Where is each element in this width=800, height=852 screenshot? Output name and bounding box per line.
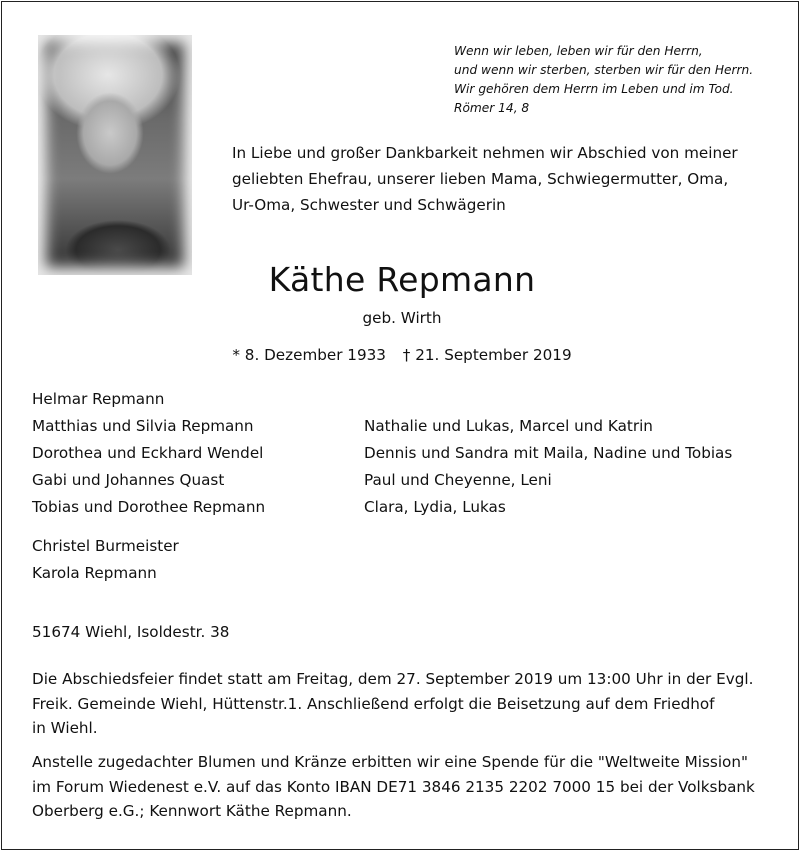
ceremony-line: in Wiehl. [32, 719, 98, 737]
list-item: Christel Burmeister [32, 537, 179, 555]
list-item: Matthias und Silvia Repmann [32, 417, 254, 435]
list-item: Paul und Cheyenne, Leni [364, 471, 552, 489]
donation-info [32, 750, 782, 824]
list-item: Nathalie und Lukas, Marcel und Katrin [364, 417, 653, 435]
verse-reference: Römer 14, 8 [454, 101, 530, 115]
ceremony-line: Die Abschiedsfeier findet statt am Freitag, dem 27. September 2019 um 13:00 Uhr in der Evgl. [32, 670, 754, 688]
list-item: Tobias und Dorothee Repmann [32, 498, 266, 516]
verse-line: Wir gehören dem Herrn im Leben und im Tod. [454, 82, 734, 96]
death-date: † 21. September 2019 [402, 346, 572, 364]
farewell-line: In Liebe und großer Dankbarkeit nehmen wir Abschied von meiner [232, 144, 738, 162]
children-list [32, 386, 265, 521]
birth-date: * 8. Dezember 1933 [232, 346, 386, 364]
list-item: Karola Repmann [32, 564, 157, 582]
verse-line: Wenn wir leben, leben wir für den Herrn, [454, 44, 703, 58]
deceased-name: Käthe Repmann [268, 260, 536, 299]
donation-line: im Forum Wiedenest e.V. auf das Konto IBAN DE71 3846 2135 2202 7000 15 bei der Volksbank [32, 777, 755, 796]
farewell-line: geliebten Ehefrau, unserer lieben Mama, Schwiegermutter, Oma, [232, 170, 729, 188]
ceremony-info [32, 667, 782, 741]
list-item: Clara, Lydia, Lukas [364, 498, 506, 516]
obituary-notice [1, 1, 799, 850]
donation-line: Anstelle zugedachter Blumen und Kränze erbitten wir eine Spende für die "Weltweite Mission" [32, 753, 748, 771]
verse-line: und wenn wir sterben, sterben wir für den Herrn. [454, 63, 754, 77]
portrait-photo [38, 35, 192, 275]
ceremony-line: Freik. Gemeinde Wiehl, Hüttenstr.1. Anschließend erfolgt die Beisetzung auf dem Friedhof [32, 694, 715, 713]
grandchildren-list [364, 413, 732, 521]
list-item: Gabi und Johannes Quast [32, 471, 225, 489]
farewell-line: Ur-Oma, Schwester und Schwägerin [232, 196, 506, 214]
maiden-name: geb. Wirth [362, 309, 442, 327]
address: 51674 Wiehl, Isoldestr. 38 [32, 623, 230, 641]
life-dates [2, 343, 800, 367]
farewell-text [232, 140, 792, 218]
list-item: Helmar Repmann [32, 390, 165, 408]
list-item: Dennis und Sandra mit Maila, Nadine und Tobias [364, 444, 733, 462]
siblings-list [32, 533, 179, 587]
donation-line: Oberberg e.G.; Kennwort Käthe Repmann. [32, 802, 352, 820]
bible-verse [454, 42, 784, 118]
list-item: Dorothea und Eckhard Wendel [32, 444, 264, 462]
